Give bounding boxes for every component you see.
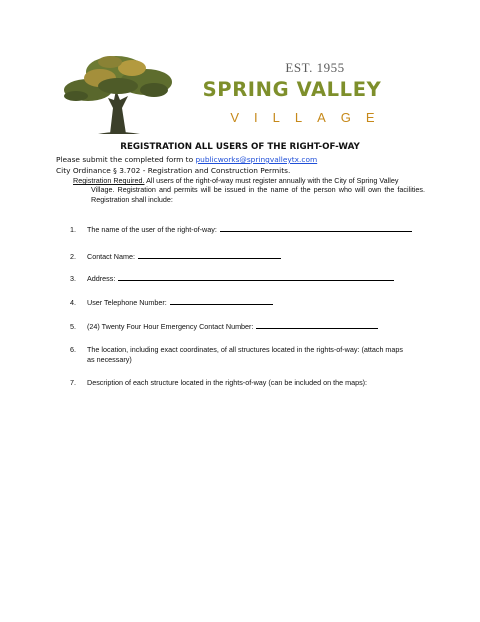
paragraph-rest: All users of the right-of-way must register annually with the City of Spring Valley: [144, 176, 399, 185]
form-title: REGISTRATION ALL USERS OF THE RIGHT-OF-WAY: [120, 142, 360, 152]
contact-name-field[interactable]: [138, 250, 281, 259]
list-item: 7. Description of each structure located in the rights-of-way (can be included on the maps):: [70, 378, 368, 387]
list-item: 6. The location, including exact coordinates, of all structures located in the rights-of-way: (attach maps as necessary): [70, 345, 404, 364]
brand-name: SPRING VALLEY: [202, 78, 382, 101]
paragraph-continuation: Village. Registration and permits will be issued in the name of the person who will own the facilities. Registration shall include:: [91, 185, 425, 204]
list-item: 5. (24) Twenty Four Hour Emergency Contact Number:: [70, 320, 378, 331]
email-link[interactable]: publicworks@springvalleytx.com: [195, 155, 318, 164]
address-field[interactable]: [118, 272, 394, 281]
paragraph-lead: Registration Required.: [73, 176, 145, 185]
list-item: 4. User Telephone Number:: [70, 296, 273, 307]
registration-paragraph: [73, 176, 425, 204]
submit-instructions: [56, 155, 317, 164]
tree-logo-icon: [58, 50, 176, 136]
user-name-field[interactable]: [220, 223, 412, 232]
submit-text: Please submit the completed form to: [56, 155, 196, 164]
emergency-contact-field[interactable]: [256, 320, 378, 329]
established-year: EST. 1955: [285, 60, 345, 75]
telephone-field[interactable]: [170, 296, 273, 305]
ordinance-reference: City Ordinance § 3.702 - Registration and Construction Permits.: [56, 166, 291, 175]
list-item: 2. Contact Name:: [70, 250, 281, 261]
list-item: 3. Address:: [70, 272, 394, 283]
brand-village: VILLAGE: [230, 110, 390, 125]
list-item: 1. The name of the user of the right-of-way:: [70, 223, 412, 234]
